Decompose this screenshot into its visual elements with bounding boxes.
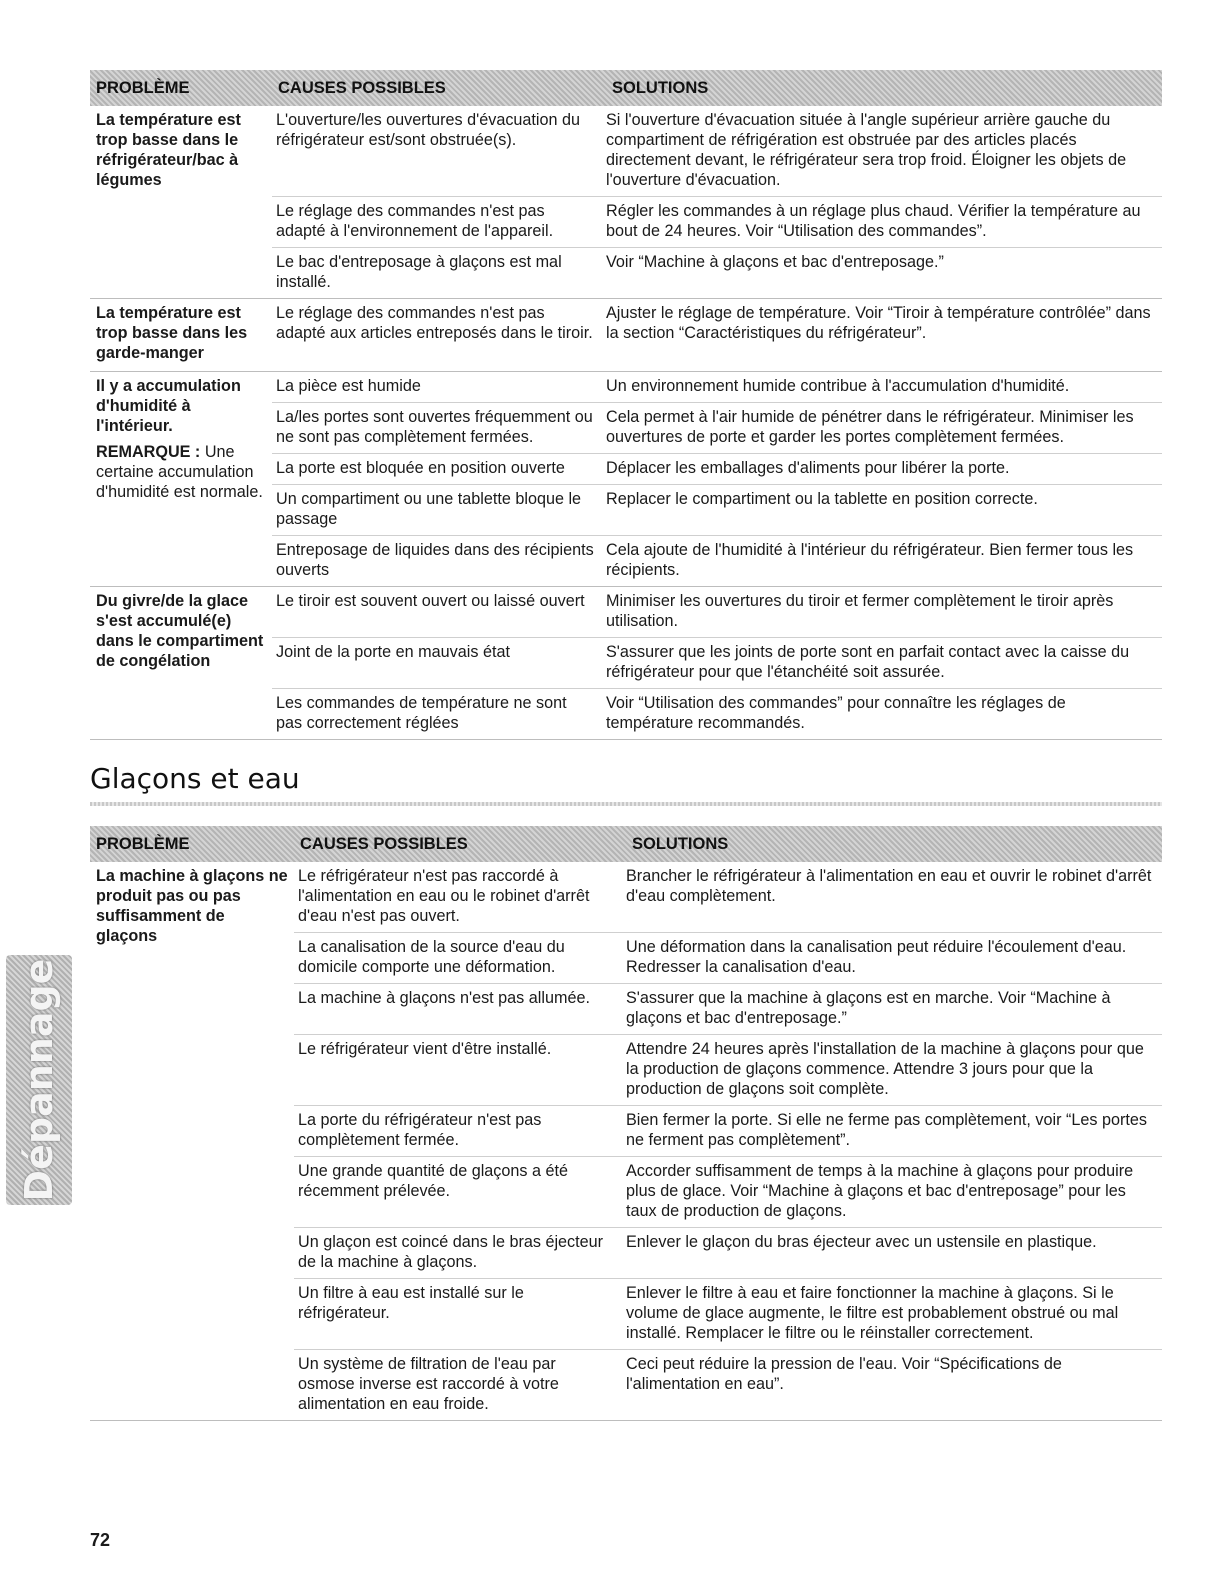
problem-cell <box>90 587 272 739</box>
page-content <box>90 70 1162 1421</box>
solution-cell: Si l'ouverture d'évacuation située à l'angle supérieur arrière gauche du compartiment de réfrigération est obstruée par des articles placés directement devant, le réfrigérateur sera trop froid. Éloigner les objets de l'ouverture d'évacuation. <box>606 111 1127 189</box>
table-row <box>294 1157 1162 1228</box>
cause-cell: La/les portes sont ouvertes fréquemment ou ne sont pas complètement fermées. <box>276 408 593 446</box>
table-row <box>294 1279 1162 1350</box>
cause-cell: Un compartiment ou une tablette bloque le passage <box>276 490 582 528</box>
cause-cell: Joint de la porte en mauvais état <box>276 643 510 661</box>
solution-cell: Voir “Machine à glaçons et bac d'entreposage.” <box>606 253 944 271</box>
note-label: REMARQUE : <box>96 443 201 461</box>
table-row <box>272 638 1162 689</box>
table-row <box>294 984 1162 1035</box>
solution-cell: Bien fermer la porte. Si elle ne ferme pas complètement, voir “Les portes ne ferment pas complètement”. <box>626 1111 1147 1149</box>
cause-solution-list <box>272 372 1162 586</box>
solution-cell: Ceci peut réduire la pression de l'eau. Voir “Spécifications de l'alimentation en eau”. <box>626 1355 1062 1393</box>
cause-cell: Le réglage des commandes n'est pas adapté aux articles entreposés dans le tiroir. <box>276 304 593 342</box>
cause-cell: Un filtre à eau est installé sur le réfrigérateur. <box>298 1284 524 1322</box>
cause-cell: Le réglage des commandes n'est pas adapté à l'environnement de l'appareil. <box>276 202 554 240</box>
table-row <box>272 485 1162 536</box>
problem-title: La machine à glaçons ne produit pas ou pas suffisamment de glaçons <box>96 867 288 945</box>
cause-cell: La porte est bloquée en position ouverte <box>276 459 565 477</box>
solution-cell: Brancher le réfrigérateur à l'alimentation en eau et ouvrir le robinet d'arrêt d'eau complètement. <box>626 867 1152 905</box>
header-solutions: SOLUTIONS <box>612 78 709 97</box>
table-header <box>90 826 1162 862</box>
table-row <box>294 1350 1162 1420</box>
table-row <box>272 299 1162 349</box>
solution-cell: Attendre 24 heures après l'installation de la machine à glaçons pour que la production de glaçons commence. Attendre 3 jours pour que la production de glaçons soit complète. <box>626 1040 1144 1098</box>
table-row <box>272 587 1162 638</box>
cause-cell: Le tiroir est souvent ouvert ou laissé ouvert <box>276 592 585 610</box>
problem-group <box>90 299 1162 372</box>
solution-cell: Minimiser les ouvertures du tiroir et fermer complètement le tiroir après utilisation. <box>606 592 1114 630</box>
problem-group <box>90 106 1162 299</box>
solution-cell: S'assurer que la machine à glaçons est en marche. Voir “Machine à glaçons et bac d'entreposage.” <box>626 989 1111 1027</box>
problem-title: Il y a accumulation d'humidité à l'intérieur. <box>96 377 241 435</box>
solution-cell: Déplacer les emballages d'aliments pour libérer la porte. <box>606 459 1010 477</box>
header-causes: CAUSES POSSIBLES <box>278 78 446 97</box>
table-row <box>272 454 1162 485</box>
table-row <box>272 248 1162 298</box>
table-row <box>272 689 1162 739</box>
page-number: 72 <box>90 1530 111 1550</box>
troubleshooting-table-refrigeration <box>90 70 1162 740</box>
solution-cell: Une déformation dans la canalisation peut réduire l'écoulement d'eau. Redresser la canalisation d'eau. <box>626 938 1127 976</box>
cause-cell: Une grande quantité de glaçons a été récemment prélevée. <box>298 1162 568 1200</box>
problem-title: La température est trop basse dans les garde-manger <box>96 304 248 362</box>
problem-group <box>90 862 1162 1421</box>
cause-solution-list <box>272 106 1162 298</box>
table-header <box>90 70 1162 106</box>
header-problem: PROBLÈME <box>96 78 190 97</box>
header-causes: CAUSES POSSIBLES <box>300 834 468 853</box>
cause-cell: La porte du réfrigérateur n'est pas complètement fermée. <box>298 1111 542 1149</box>
section-divider <box>90 802 1162 806</box>
problem-cell <box>90 299 272 371</box>
table-row <box>294 1106 1162 1157</box>
cause-cell: Les commandes de température ne sont pas correctement réglées <box>276 694 567 732</box>
solution-cell: Voir “Utilisation des commandes” pour connaître les réglages de température recommandés. <box>606 694 1066 732</box>
cause-cell: Un glaçon est coincé dans le bras éjecteur de la machine à glaçons. <box>298 1233 604 1271</box>
cause-solution-list <box>294 862 1162 1420</box>
solution-cell: S'assurer que les joints de porte sont en parfait contact avec la caisse du réfrigérateur pour que l'étanchéité soit assurée. <box>606 643 1130 681</box>
cause-cell: Le réfrigérateur vient d'être installé. <box>298 1040 552 1058</box>
problem-group <box>90 587 1162 740</box>
side-tab <box>6 955 72 1205</box>
problem-title: Du givre/de la glace s'est accumulé(e) dans le compartiment de congélation <box>96 592 264 670</box>
solution-cell: Un environnement humide contribue à l'accumulation d'humidité. <box>606 377 1070 395</box>
table-row <box>294 1228 1162 1279</box>
cause-solution-list <box>272 587 1162 739</box>
table-body <box>90 862 1162 1421</box>
problem-cell <box>90 106 272 298</box>
table-row <box>272 403 1162 454</box>
header-problem: PROBLÈME <box>96 834 190 853</box>
table-row <box>294 933 1162 984</box>
solution-cell: Cela ajoute de l'humidité à l'intérieur du réfrigérateur. Bien fermer tous les récipients. <box>606 541 1134 579</box>
cause-cell: La pièce est humide <box>276 377 421 395</box>
cause-cell: Le bac d'entreposage à glaçons est mal installé. <box>276 253 562 291</box>
solution-cell: Accorder suffisamment de temps à la machine à glaçons pour produire plus de glace. Voir “Machine à glaçons et bac d'entreposage” pour les taux de production de glaçons. <box>626 1162 1134 1220</box>
side-tab-label: Dépannage <box>17 958 61 1202</box>
cause-solution-list <box>272 299 1162 371</box>
table-row <box>272 197 1162 248</box>
solution-cell: Cela permet à l'air humide de pénétrer dans le réfrigérateur. Minimiser les ouvertures de porte et garder les portes complètement fermées. <box>606 408 1134 446</box>
solution-cell: Ajuster le réglage de température. Voir “Tiroir à température contrôlée” dans la section “Caractéristiques du réfrigérateur”. <box>606 304 1151 342</box>
solution-cell: Replacer le compartiment ou la tablette en position correcte. <box>606 490 1038 508</box>
problem-cell <box>90 862 294 1420</box>
cause-cell: L'ouverture/les ouvertures d'évacuation du réfrigérateur est/sont obstruée(s). <box>276 111 581 149</box>
solution-cell: Régler les commandes à un réglage plus chaud. Vérifier la température au bout de 24 heures. Voir “Utilisation des commandes”. <box>606 202 1141 240</box>
problem-group <box>90 372 1162 587</box>
table-body <box>90 106 1162 740</box>
cause-cell: Entreposage de liquides dans des récipients ouverts <box>276 541 594 579</box>
problem-title: La température est trop basse dans le réfrigérateur/bac à légumes <box>96 111 241 189</box>
cause-cell: Un système de filtration de l'eau par osmose inverse est raccordé à votre alimentation en eau froide. <box>298 1355 559 1413</box>
cause-cell: La machine à glaçons n'est pas allumée. <box>298 989 590 1007</box>
table-row <box>294 862 1162 933</box>
section-title: Glaçons et eau <box>90 762 300 795</box>
problem-note <box>96 442 266 502</box>
table-row <box>272 106 1162 197</box>
table-row <box>272 536 1162 586</box>
table-row <box>294 1035 1162 1106</box>
solution-cell: Enlever le glaçon du bras éjecteur avec un ustensile en plastique. <box>626 1233 1097 1251</box>
cause-cell: La canalisation de la source d'eau du domicile comporte une déformation. <box>298 938 565 976</box>
table-row <box>272 372 1162 403</box>
note-text: Une certaine accumulation d'humidité est normale. <box>96 443 263 501</box>
solution-cell: Enlever le filtre à eau et faire fonctionner la machine à glaçons. Si le volume de glace augmente, le filtre est probablement obstrué ou mal installé. Remplacer le filtre ou le réinstaller correctement. <box>626 1284 1119 1342</box>
problem-cell <box>90 372 272 586</box>
cause-cell: Le réfrigérateur n'est pas raccordé à l'alimentation en eau ou le robinet d'arrêt d'eau n'est pas ouvert. <box>298 867 590 925</box>
troubleshooting-table-ice-water <box>90 826 1162 1421</box>
header-solutions: SOLUTIONS <box>632 834 729 853</box>
